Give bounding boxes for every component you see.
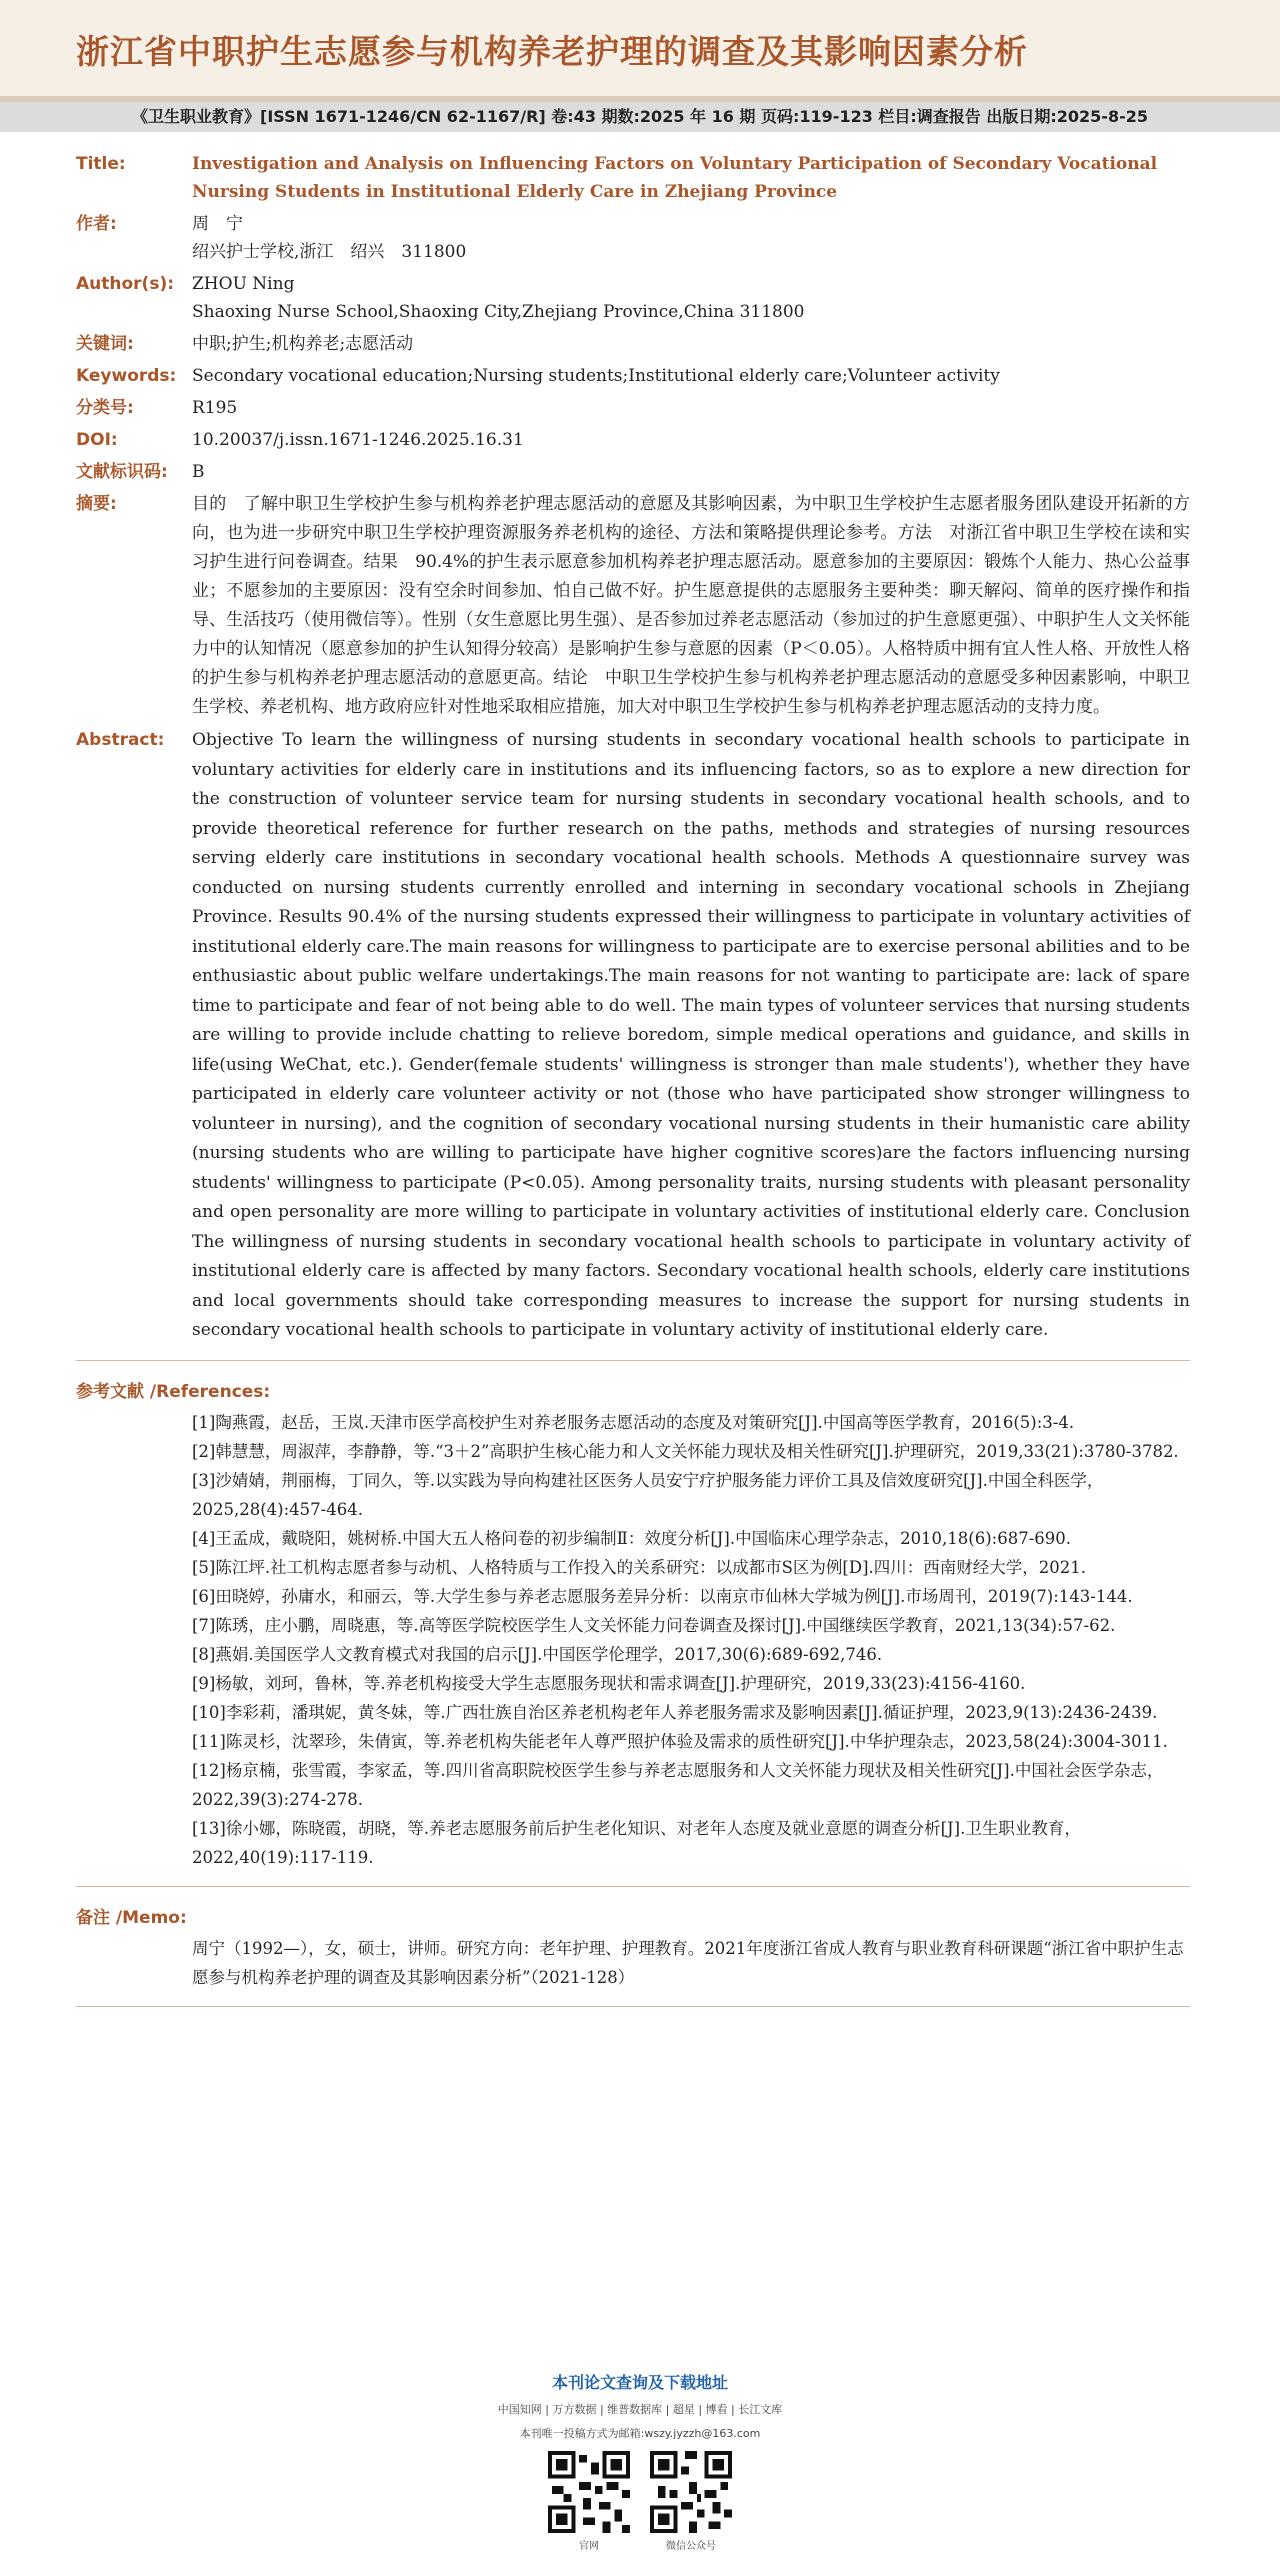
footer-contact: 本刊唯一投稿方式为邮箱:wszy.jyzzh@163.com (519, 2427, 761, 2440)
footer-sources: 中国知网 | 万方数据 | 维普数据库 | 超星 | 博看 | 长江文库 (497, 2403, 783, 2416)
article-content (76, 150, 1190, 2023)
references-list (192, 1408, 1190, 1872)
qr-caption: 微信公众号 (666, 2541, 716, 2552)
doc-code-label: 文献标识码: (76, 462, 168, 482)
reference-item: [7]陈琇，庄小鹏，周晓惠，等.高等医学院校医学生人文关怀能力问卷调查及探讨[J].中国继续医学教育，2021,13(34):57-62. (192, 1615, 1116, 1635)
reference-item: [9]杨敏，刘珂，鲁林，等.养老机构接受大学生志愿服务现状和需求调查[J].护理研究，2019,33(23):4156-4160. (192, 1673, 1026, 1693)
abstract-zh: 目的 了解中职卫生学校护生参与机构养老护理志愿活动的意愿及其影响因素，为中职卫生学校护生志愿者服务团队建设开拓新的方向，也为进一步研究中职卫生学校护理资源服务养老机构的途径、方法和策略提供理论参考。方法 对浙江省中职卫生学校在读和实习护生进行问卷调查。结果 90.4%的护生表示愿意参加机构养老护理志愿活动。愿意参加的主要原因：锻炼个人能力、热心公益事业；不愿参加的主要原因：没有空余时间参加、怕自己做不好。护生愿意提供的志愿服务主要种类：聊天解闷、简单的医疗操作和指导、生活技巧（使用微信等）。性别（女生意愿比男生强）、是否参加过养老志愿活动（参加过的护生意愿更强）、中职护生人文关怀能力中的认知情况（愿意参加的护生认知得分较高）是影响护生参与意愿的因素（P＜0.05）。人格特质中拥有宜人性人格、开放性人格的护生参与机构养老护理志愿活动的意愿更高。结论 中职卫生学校护生参与机构养老护理志愿活动的意愿受多种因素影响，中职卫生学校、养老机构、地方政府应针对性地采取相应措施，加大对中职卫生学校护生参与机构养老护理志愿活动的支持力度。 (192, 494, 1190, 717)
doi-link[interactable]: 10.20037/j.issn.1671-1246.2025.16.31 (192, 430, 524, 450)
keywords-row (76, 330, 1190, 358)
reference-item: [4]王孟成，戴晓阳，姚树桥.中国大五人格问卷的初步编制Ⅱ：效度分析[J].中国临床心理学杂志，2010,18(6):687-690. (192, 1528, 1072, 1548)
author-en-affiliation: Shaoxing Nurse School,Shaoxing City,Zhejiang Province,China 311800 (192, 302, 805, 322)
qr-code-icon (548, 2451, 630, 2533)
english-title: Investigation and Analysis on Influencing Factors on Voluntary Participation of Secondary Vocational Nursing Students in Institutional Elderly Care in Zhejiang Province (192, 154, 1158, 202)
reference-item: [3]沙婧婧，荆丽梅，丁同久，等.以实践为导向构建社区医务人员安宁疗护服务能力评价工具及信效度研究[J].中国全科医学，2025,28(4):457-464. (192, 1470, 1104, 1519)
website-qr[interactable] (548, 2451, 630, 2552)
abstract-en: Objective To learn the willingness of nursing students in secondary vocational health schools to participate in voluntary activities for elderly care in institutions and its influencing factors, so as to explore a new direction for the construction of volunteer service team for nursing students in secondary vocational health schools, and to provide theoretical reference for further research on the paths, methods and strategies of nursing resources serving elderly care institutions in secondary vocational health schools. Methods A questionnaire survey was conducted on nursing students currently enrolled and interning in secondary vocational schools in Zhejiang Province. Results 90.4% of the nursing students expressed their willingness to participate in voluntary activities of institutional elderly care.The main reasons for willingness to participate are to exercise personal abilities and to be enthusiastic about public welfare undertakings.The main reasons for not wanting to participate are: lack of spare time to participate and fear of not being able to do well. The main types of volunteer services that nursing students are willing to provide include chatting to relieve boredom, simple medical operations and guidance, and skills in life(using WeChat, etc.). Gender(female students' willingness is stronger than male students'), whether they have participated in elderly care volunteer activity or not (those who have participated show stronger willingness to volunteer in nursing), and the cognition of secondary vocational nursing students in their humanistic care ability (nursing students who are willing to participate have higher cognitive scores)are the factors influencing nursing students' willingness to participate (P<0.05). Among personality traits, nursing students with pleasant personality and open personality are more willing to participate in voluntary activities of institutional elderly care. Conclusion The willingness of nursing students in secondary vocational health schools to participate in voluntary activity of institutional elderly care is affected by many factors. Secondary vocational health schools, elderly care institutions and local governments should take corresponding measures to increase the support for nursing students in secondary vocational health schools to participate in voluntary activity of institutional elderly care. (192, 730, 1190, 1340)
publication-meta: 《卫生职业教育》[ISSN 1671-1246/CN 62-1167/R] 卷:43 期数:2025 年 16 期 页码:119-123 栏目:调查报告 出版日期:2025-8-25 (0, 102, 1280, 132)
abstract-zh-label: 摘要: (76, 494, 117, 514)
reference-item: [13]徐小娜，陈晓霞，胡晓，等.养老志愿服务前后护生老化知识、对老年人态度及就业意愿的调查分析[J].卫生职业教育，2022,40(19):117-119. (192, 1818, 1081, 1867)
keywords-en: Secondary vocational education;Nursing students;Institutional elderly care;Volunteer activity (192, 366, 1000, 386)
author-en-name: ZHOU Ning (192, 274, 295, 294)
memo-label: 备注 /Memo: (76, 1907, 187, 1928)
doi-row (76, 426, 1190, 454)
class-label: 分类号: (76, 398, 134, 418)
divider (76, 2006, 1190, 2007)
abstract-en-label: Abstract: (76, 730, 165, 750)
memo-text: 周宁（1992—），女，硕士，讲师。研究方向：老年护理、护理教育。2021年度浙江省成人教育与职业教育科研课题“浙江省中职护生志愿参与机构养老护理的调查及其影响因素分析”（2021-128） (192, 1938, 1184, 1987)
footer-title: 本刊论文查询及下载地址 (551, 2373, 728, 2392)
footer (0, 2370, 1280, 2552)
doc-code-row (76, 458, 1190, 486)
keywords-en-label: Keywords: (76, 366, 177, 386)
doc-code: B (192, 462, 205, 482)
reference-item: [12]杨京楠，张雪霞，李家孟，等.四川省高职院校医学生参与养老志愿服务和人文关怀能力现状及相关性研究[J].中国社会医学杂志，2022,39(3):274-278. (192, 1760, 1164, 1809)
title-row (76, 150, 1190, 206)
keywords-label: 关键词: (76, 334, 134, 354)
author-label: 作者: (76, 214, 117, 234)
qr-codes (0, 2451, 1280, 2552)
reference-item: [6]田晓婷，孙庸水，和丽云，等.大学生参与养老志愿服务差异分析：以南京市仙林大学城为例[J].市场周刊，2019(7):143-144. (192, 1586, 1133, 1606)
author-row (76, 210, 1190, 266)
abstract-en-row (76, 726, 1190, 1346)
divider (76, 1360, 1190, 1361)
reference-item: [8]燕娟.美国医学人文教育模式对我国的启示[J].中国医学伦理学，2017,30(6):689-692,746. (192, 1644, 883, 1664)
page-title: 浙江省中职护生志愿参与机构养老护理的调查及其影响因素分析 (76, 32, 1028, 71)
reference-item: [1]陶燕霞，赵岳，王岚.天津市医学高校护生对养老服务志愿活动的态度及对策研究[J].中国高等医学教育，2016(5):3-4. (192, 1412, 1075, 1432)
divider (76, 1886, 1190, 1887)
reference-item: [11]陈灵杉，沈翠珍，朱倩寅，等.养老机构失能老年人尊严照护体验及需求的质性研究[J].中华护理杂志，2023,58(24):3004-3011. (192, 1731, 1168, 1751)
references-label: 参考文献 /References: (76, 1381, 271, 1402)
qr-code-icon (650, 2451, 732, 2533)
doi-label: DOI: (76, 430, 118, 450)
keywords-en-row (76, 362, 1190, 390)
author-en-row (76, 270, 1190, 326)
reference-item: [5]陈江坪.社工机构志愿者参与动机、人格特质与工作投入的关系研究：以成都市S区为例[D].四川：西南财经大学，2021. (192, 1557, 1087, 1577)
keywords: 中职;护生;机构养老;志愿活动 (192, 334, 414, 354)
reference-item: [2]韩慧慧，周淑萍，李静静，等.“3＋2”高职护生核心能力和人文关怀能力现状及相关性研究[J].护理研究，2019,33(21):3780-3782. (192, 1441, 1179, 1461)
class-number: R195 (192, 398, 238, 418)
title-label: Title: (76, 154, 126, 174)
author-name: 周 宁 (192, 214, 243, 234)
author-affiliation: 绍兴护士学校,浙江 绍兴 311800 (192, 242, 467, 262)
page-header (0, 0, 1280, 102)
abstract-zh-row (76, 490, 1190, 722)
author-en-label: Author(s): (76, 274, 175, 294)
qr-caption: 官网 (579, 2541, 599, 2552)
class-row (76, 394, 1190, 422)
reference-item: [10]李彩莉，潘琪妮，黄冬妹，等.广西壮族自治区养老机构老年人养老服务需求及影响因素[J].循证护理，2023,9(13):2436-2439. (192, 1702, 1158, 1722)
wechat-qr[interactable] (650, 2451, 732, 2552)
